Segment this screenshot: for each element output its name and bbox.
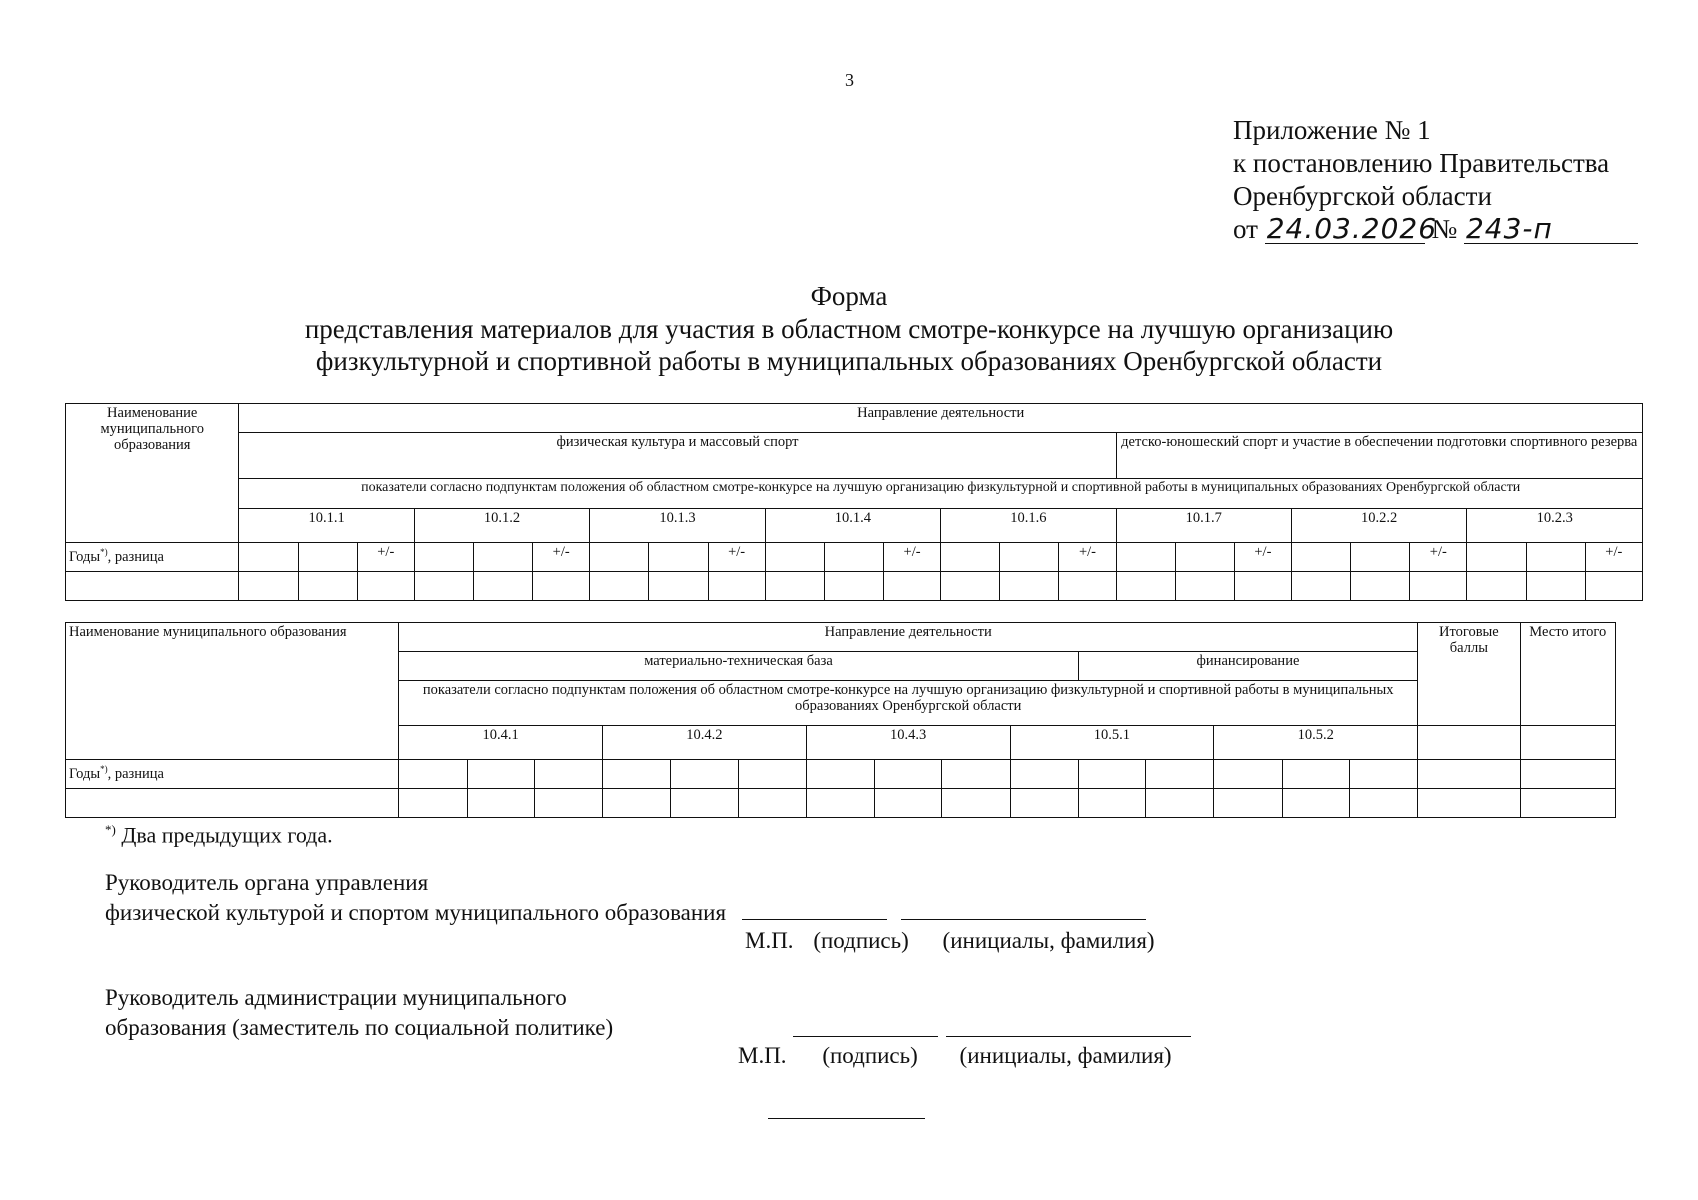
data-row	[66, 789, 1616, 818]
value-cell[interactable]	[1214, 789, 1282, 818]
code-cell: 10.5.1	[1010, 726, 1214, 760]
year-cell[interactable]	[473, 543, 532, 572]
municipality-input[interactable]	[66, 572, 239, 601]
diff-cell: +/-	[357, 543, 414, 572]
value-cell[interactable]	[1175, 572, 1234, 601]
direction-header: Направление деятельности	[399, 623, 1418, 652]
place-cell[interactable]	[1520, 726, 1615, 760]
diff-cell[interactable]	[1146, 760, 1214, 789]
diff-cell: +/-	[1585, 543, 1642, 572]
annex-from-label: от	[1233, 214, 1258, 244]
signatory-title-line2: физической культурой и спортом муниципального образования	[105, 898, 1146, 928]
footnote-text: Два предыдущих года.	[115, 822, 333, 848]
value-cell[interactable]	[1116, 572, 1175, 601]
value-cell[interactable]	[1234, 572, 1291, 601]
municipality-input[interactable]	[66, 789, 399, 818]
activity-table-2	[65, 622, 1616, 818]
annex-resolution: к постановлению Правительства	[1233, 148, 1610, 178]
years-label: Годы*), разница	[66, 543, 239, 572]
place-cell[interactable]	[1520, 789, 1615, 818]
initials-caption: (инициалы, фамилия)	[959, 1043, 1172, 1068]
name-field[interactable]	[946, 1035, 1191, 1037]
signatory-title-line2: образования (заместитель по социальной политике)	[105, 1015, 614, 1040]
total-points-header: Итоговые баллы	[1418, 623, 1520, 726]
signature-block-1	[105, 868, 1146, 928]
value-cell[interactable]	[765, 572, 824, 601]
year-cell[interactable]	[806, 760, 874, 789]
signature-field[interactable]	[793, 1035, 938, 1037]
diff-cell: +/-	[1234, 543, 1291, 572]
stamp-label: М.П.	[738, 1043, 787, 1068]
signature-caption: (подпись)	[822, 1043, 918, 1068]
codes-row	[66, 509, 1643, 543]
diff-cell[interactable]	[738, 760, 806, 789]
year-cell[interactable]	[765, 543, 824, 572]
year-cell[interactable]	[590, 543, 649, 572]
annex-title: Приложение № 1	[1233, 115, 1431, 145]
year-cell[interactable]	[1078, 760, 1145, 789]
value-cell[interactable]	[671, 789, 738, 818]
form-title: Форма	[810, 281, 888, 311]
indicators-header: показатели согласно подпунктам положения об областном смотре-конкурсе на лучшую организацию физкультурной и спортивной работы в муниципальных образованиях Оренбургской области	[399, 681, 1418, 726]
value-cell[interactable]	[942, 789, 1010, 818]
group-material-base: материально-техническая база	[399, 652, 1079, 681]
closing-rule	[768, 1117, 925, 1119]
handwritten-number: 243-п	[1464, 215, 1638, 244]
code-cell: 10.4.2	[603, 726, 807, 760]
value-cell[interactable]	[1291, 572, 1350, 601]
year-cell[interactable]	[671, 760, 738, 789]
value-cell[interactable]	[603, 789, 671, 818]
handwritten-date: 24.03.2026	[1266, 212, 1438, 245]
data-row	[66, 572, 1643, 601]
value-cell[interactable]	[824, 572, 883, 601]
footnote	[105, 822, 333, 848]
years-row	[66, 760, 1616, 789]
year-cell[interactable]	[1214, 760, 1282, 789]
year-cell[interactable]	[1000, 543, 1059, 572]
year-cell[interactable]	[1010, 760, 1078, 789]
stamp-label: М.П.	[745, 928, 794, 953]
year-cell[interactable]	[399, 760, 467, 789]
total-points-cell[interactable]	[1418, 789, 1520, 818]
group-youth-sport: детско-юношеский спорт и участие в обеспечении подготовки спортивного резерва	[1116, 433, 1642, 479]
name-field[interactable]	[901, 918, 1146, 920]
signatory-title-line1: Руководитель органа управления	[105, 870, 429, 895]
year-cell[interactable]	[603, 760, 671, 789]
year-cell[interactable]	[467, 760, 534, 789]
signature-caption: (подпись)	[813, 928, 909, 953]
code-cell: 10.1.2	[414, 509, 589, 543]
year-cell[interactable]	[1282, 760, 1349, 789]
activity-table-1	[65, 403, 1643, 601]
form-subtitle-line1: представления материалов для участия в областном смотре-конкурсе на лучшую организацию	[304, 314, 1394, 344]
year-cell[interactable]	[1175, 543, 1234, 572]
diff-cell[interactable]	[942, 760, 1010, 789]
annex-number-label: №	[1431, 214, 1458, 244]
value-cell[interactable]	[534, 789, 602, 818]
value-cell[interactable]	[875, 789, 942, 818]
value-cell[interactable]	[533, 572, 590, 601]
form-subtitle-line2: физкультурной и спортивной работы в муниципальных образованиях Оренбургской области	[315, 346, 1383, 376]
value-cell[interactable]	[708, 572, 765, 601]
code-cell: 10.2.3	[1467, 509, 1643, 543]
place-cell[interactable]	[1520, 760, 1615, 789]
page-number: 3	[845, 70, 854, 90]
year-cell[interactable]	[824, 543, 883, 572]
annex-region: Оренбургской области	[1233, 181, 1492, 211]
value-cell[interactable]	[1146, 789, 1214, 818]
value-cell[interactable]	[738, 789, 806, 818]
municipality-header: Наименование муниципального образования	[66, 623, 399, 760]
diff-cell[interactable]	[534, 760, 602, 789]
value-cell[interactable]	[1526, 572, 1585, 601]
code-cell: 10.2.2	[1291, 509, 1466, 543]
total-points-cell[interactable]	[1418, 760, 1520, 789]
place-total-header: Место итого	[1520, 623, 1615, 726]
total-points-cell[interactable]	[1418, 726, 1520, 760]
year-cell[interactable]	[1291, 543, 1350, 572]
year-cell[interactable]	[414, 543, 473, 572]
value-cell[interactable]	[1351, 572, 1410, 601]
year-cell[interactable]	[298, 543, 357, 572]
value-cell[interactable]	[467, 789, 534, 818]
code-cell: 10.5.2	[1214, 726, 1418, 760]
year-cell[interactable]	[239, 543, 298, 572]
value-cell[interactable]	[298, 572, 357, 601]
year-cell[interactable]	[1467, 543, 1526, 572]
value-cell[interactable]	[806, 789, 874, 818]
year-cell[interactable]	[649, 543, 708, 572]
annex-block	[1233, 114, 1638, 246]
year-cell[interactable]	[875, 760, 942, 789]
signatory-title-line1: Руководитель администрации муниципального	[105, 985, 567, 1010]
code-cell: 10.4.3	[806, 726, 1010, 760]
code-cell: 10.1.6	[941, 509, 1116, 543]
code-cell: 10.1.3	[590, 509, 765, 543]
diff-cell: +/-	[883, 543, 940, 572]
diff-cell[interactable]	[1349, 760, 1417, 789]
value-cell[interactable]	[399, 789, 467, 818]
year-cell[interactable]	[1526, 543, 1585, 572]
signature-block-2	[105, 983, 613, 1043]
value-cell[interactable]	[1000, 572, 1059, 601]
diff-cell: +/-	[533, 543, 590, 572]
value-cell[interactable]	[1585, 572, 1642, 601]
code-cell: 10.1.7	[1116, 509, 1291, 543]
value-cell[interactable]	[357, 572, 414, 601]
indicators-header: показатели согласно подпунктам положения об областном смотре-конкурсе на лучшую организацию физкультурной и спортивной работы в муниципальных образованиях Оренбургской области	[239, 479, 1643, 509]
diff-cell: +/-	[708, 543, 765, 572]
signature-captions-1	[745, 926, 1155, 956]
value-cell[interactable]	[883, 572, 940, 601]
group-financing: финансирование	[1078, 652, 1417, 681]
value-cell[interactable]	[649, 572, 708, 601]
code-cell: 10.1.4	[765, 509, 940, 543]
direction-header: Направление деятельности	[239, 404, 1643, 433]
municipality-header: Наименование муниципального образования	[66, 404, 239, 543]
value-cell[interactable]	[414, 572, 473, 601]
year-cell[interactable]	[1116, 543, 1175, 572]
group-physical-culture: физическая культура и массовый спорт	[239, 433, 1116, 479]
signature-captions-2	[738, 1041, 1172, 1071]
year-cell[interactable]	[1351, 543, 1410, 572]
initials-caption: (инициалы, фамилия)	[942, 928, 1155, 953]
footnote-mark: *)	[105, 822, 116, 837]
code-cell: 10.1.1	[239, 509, 414, 543]
value-cell[interactable]	[1078, 789, 1145, 818]
signature-field[interactable]	[742, 918, 887, 920]
value-cell[interactable]	[473, 572, 532, 601]
code-cell: 10.4.1	[399, 726, 603, 760]
value-cell[interactable]	[1010, 789, 1078, 818]
value-cell[interactable]	[1410, 572, 1467, 601]
value-cell[interactable]	[1467, 572, 1526, 601]
value-cell[interactable]	[1059, 572, 1116, 601]
value-cell[interactable]	[941, 572, 1000, 601]
value-cell[interactable]	[590, 572, 649, 601]
value-cell[interactable]	[1282, 789, 1349, 818]
value-cell[interactable]	[239, 572, 298, 601]
value-cell[interactable]	[1349, 789, 1417, 818]
diff-cell: +/-	[1059, 543, 1116, 572]
years-label: Годы*), разница	[66, 760, 399, 789]
diff-cell: +/-	[1410, 543, 1467, 572]
years-row	[66, 543, 1643, 572]
year-cell[interactable]	[941, 543, 1000, 572]
annex-date-line	[1233, 213, 1638, 246]
